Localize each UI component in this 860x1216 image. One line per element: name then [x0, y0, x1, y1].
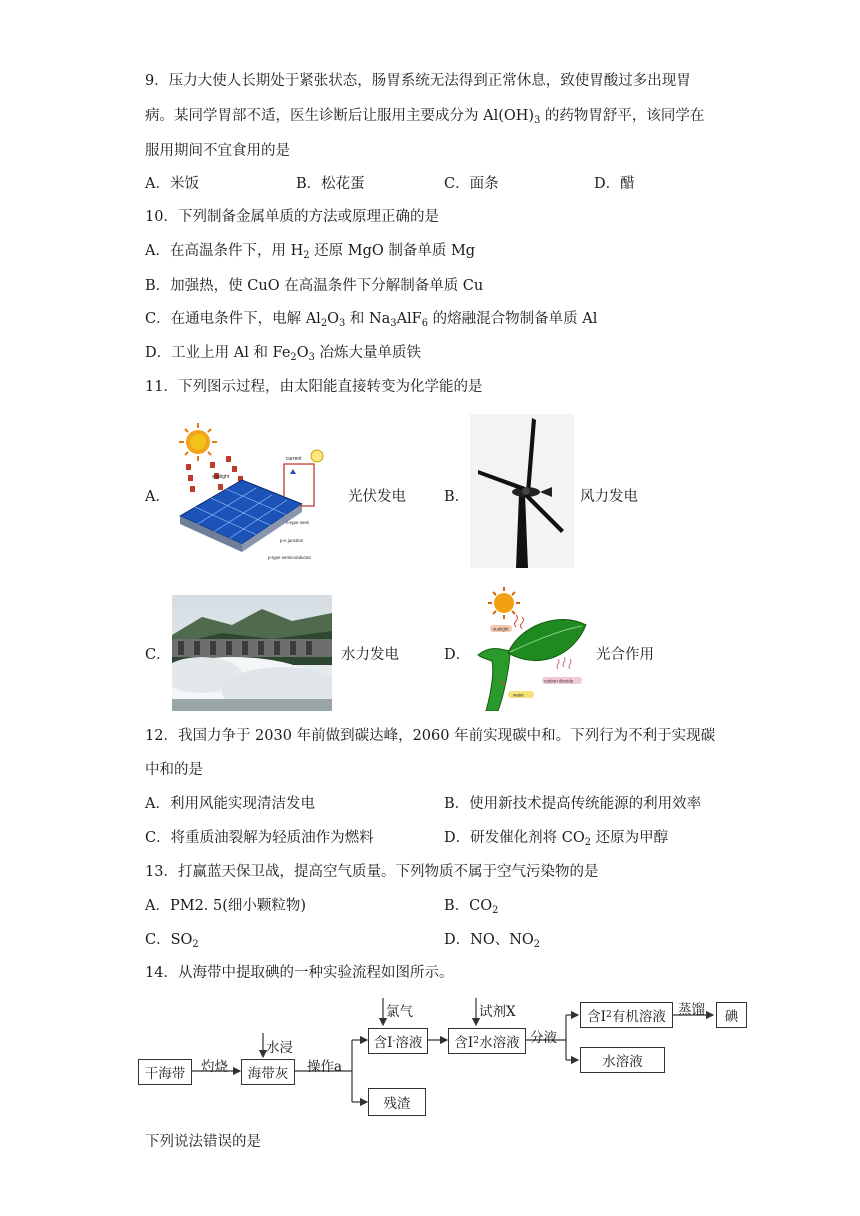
pv-label-sunlight: sunlight: [212, 474, 230, 480]
q14-follow-up: 下列说法错误的是: [145, 1134, 261, 1150]
flow-label-distill: 蒸馏: [678, 1002, 705, 1018]
pv-label-p-type: p-type semiconductor: [268, 555, 312, 560]
flow-label-burn: 灼烧: [201, 1059, 228, 1075]
flow-label-chlorine: 氯气: [386, 1004, 413, 1020]
flow-box-aqueous: 水溶液: [580, 1047, 665, 1073]
flow-box-i2-organic: 含I 2 有机溶液: [580, 1002, 673, 1028]
q9-option-d: D．醋: [594, 176, 635, 192]
pv-label-n-type: n-type semi: [286, 520, 310, 525]
q10-option-b: B．加强热，使 CuO 在高温条件下分解制备单质 Cu: [145, 278, 484, 294]
flow-box-iodide-solution: 含I - 溶液: [368, 1028, 428, 1054]
q11-option-b-text: 风力发电: [580, 489, 638, 505]
pv-label-pn: p-n junction: [280, 538, 304, 543]
q9-option-c: C．面条: [444, 176, 499, 192]
q13-option-d: D．NO、$NO_2$: [444, 932, 541, 950]
q13-stem: 13．打赢蓝天保卫战，提高空气质量。下列物质不属于空气污染物的是: [145, 864, 599, 880]
leaf-label-sunlight: sunlight: [493, 626, 509, 632]
q11-option-d-text: 光合作用: [596, 647, 654, 663]
flow-box-iodine: 碘: [716, 1002, 747, 1028]
flow-label-soak: 水浸: [266, 1040, 293, 1056]
pv-label-current: current: [286, 456, 302, 462]
flow-label-reagent-x: 试剂X: [479, 1004, 516, 1020]
q11-option-c-letter: C．: [145, 647, 171, 663]
q12-option-b: B．使用新技术提高传统能源的利用效率: [444, 796, 702, 812]
flow-box-dry-kelp: 干海带: [138, 1059, 192, 1085]
q11-option-b-letter: B．: [444, 489, 470, 505]
q10-option-c: C．在通电条件下，电解 $Al_2O_3$ 和 $Na_3AlF_6$ 的熔融混合物制备单质 Al: [145, 311, 598, 329]
q12-option-c: C．将重质油裂解为轻质油作为燃料: [145, 830, 374, 846]
q10-stem: 10．下列制备金属单质的方法或原理正确的是: [145, 209, 439, 225]
q11-option-a-text: 光伏发电: [348, 489, 406, 505]
flow-label-separate: 分液: [530, 1030, 557, 1046]
q11-option-d-letter: D．: [444, 647, 471, 663]
flow-box-i2-aqueous: 含I 2 水溶液: [448, 1028, 526, 1054]
q9-option-a: A．米饭: [145, 176, 199, 192]
q10-option-d: D．工业上用 Al 和 $Fe_2O_3$ 冶炼大量单质铁: [145, 345, 421, 363]
flow-label-operation-a: 操作a: [307, 1059, 343, 1075]
q14-stem: 14．从海带中提取碘的一种实验流程如图所示。: [145, 965, 454, 981]
q9-option-b: B．松花蛋: [296, 176, 365, 192]
q13-option-b: B．$CO_2$: [444, 898, 499, 916]
q13-option-c: C．$SO_2$: [145, 932, 199, 950]
flow-box-residue: 残渣: [368, 1088, 426, 1116]
q12-option-d: D．研发催化剂将 $CO_2$ 还原为甲醇: [444, 830, 669, 848]
q10-option-a: A．在高温条件下，用 $H_2$ 还原 MgO 制备单质 Mg: [145, 243, 476, 261]
q11-stem: 11．下列图示过程，由太阳能直接转变为化学能的是: [145, 379, 483, 395]
q9-line-1: 9．压力大使人长期处于紧张状态，肠胃系统无法得到正常休息，致使胃酸过多出现胃: [145, 73, 691, 89]
q13-option-a: A．PM2. 5(细小颗粒物): [145, 898, 307, 914]
q9-line-2: 病。某同学胃部不适，医生诊断后让服用主要成分为 $Al(OH)_3$ 的药物胃舒平，该同学在: [145, 108, 705, 126]
leaf-label-co2: carbon dioxide: [544, 678, 574, 684]
leaf-label-water: water: [513, 692, 525, 698]
q11-option-a-letter: A．: [145, 489, 170, 505]
q12-line-2: 中和的是: [145, 762, 203, 778]
q12-line-1: 12．我国力争于 2030 年前做到碳达峰，2060 年前实现碳中和。下列行为不利于实现碳: [145, 728, 716, 744]
q12-option-a: A．利用风能实现清洁发电: [145, 796, 315, 812]
q9-line-3: 服用期间不宜食用的是: [145, 143, 290, 159]
flow-box-kelp-ash: 海带灰: [241, 1059, 295, 1085]
q11-option-c-text: 水力发电: [341, 647, 399, 663]
